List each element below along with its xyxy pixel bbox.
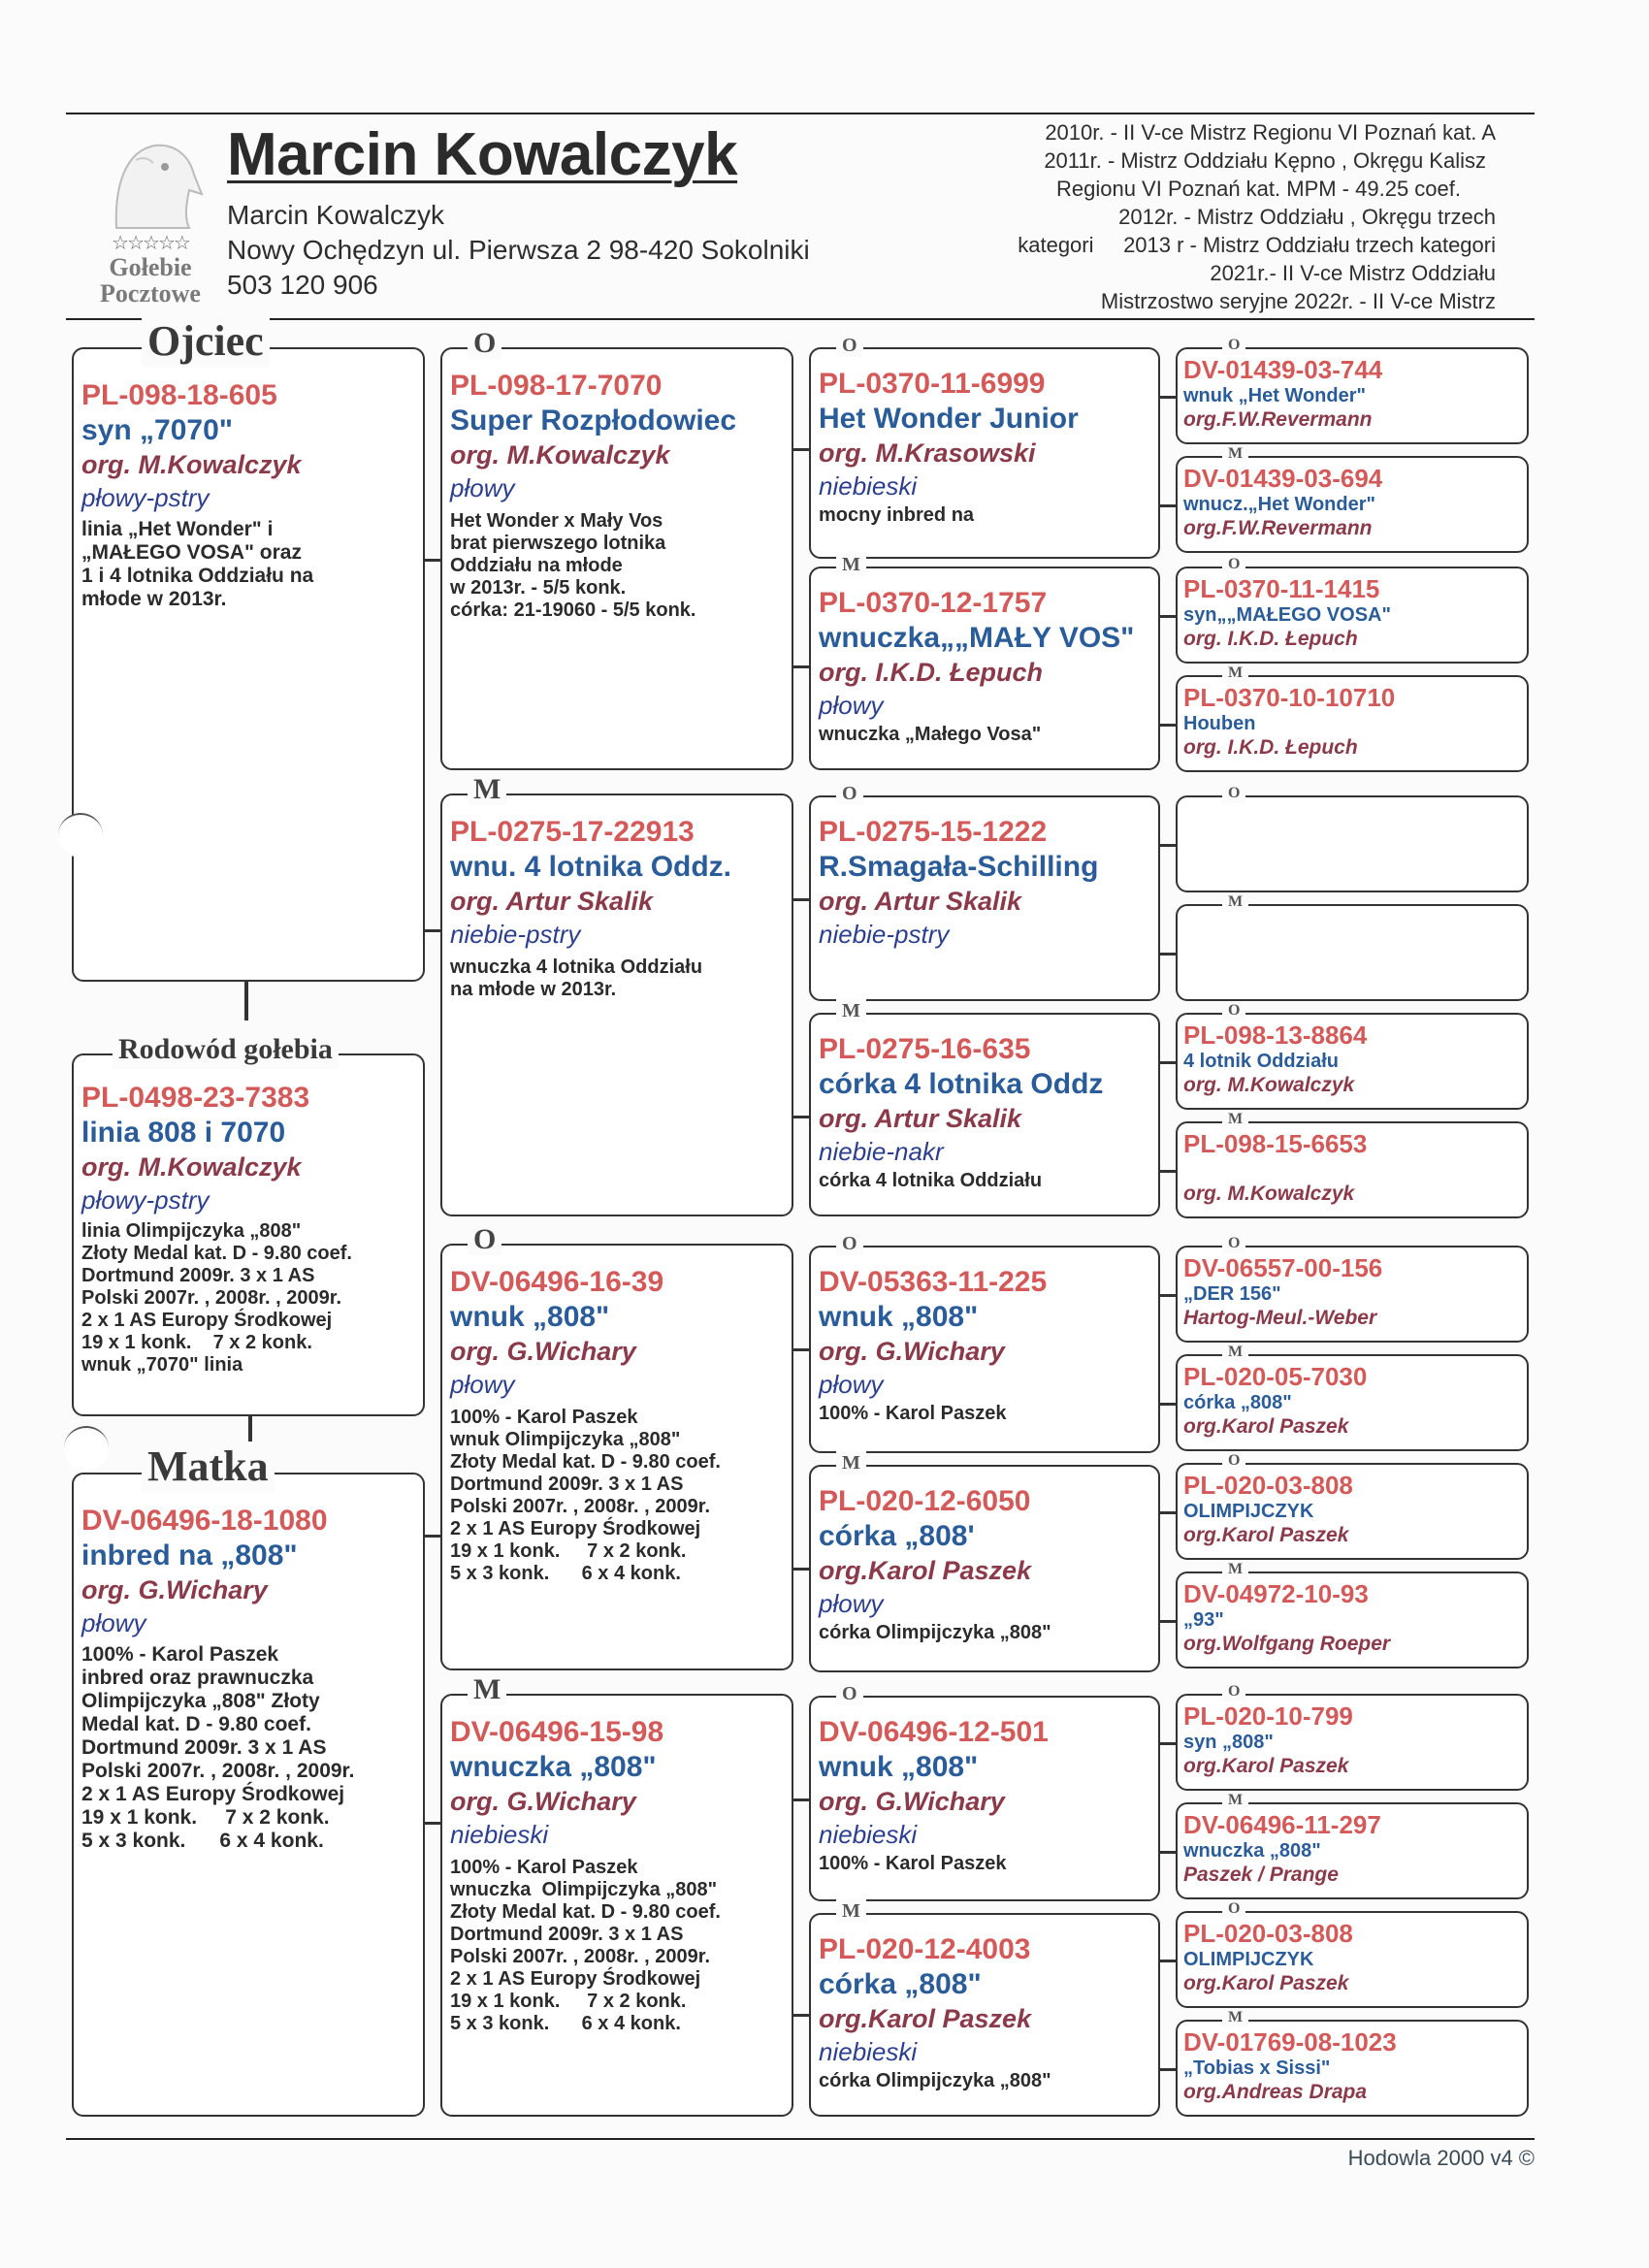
origin: Paszek / Prange [1183, 1863, 1339, 1886]
ring-number: PL-0498-23-7383 [81, 1082, 310, 1114]
origin: org. G.Wichary [81, 1575, 268, 1604]
pigeon-name: wnuk „808" [819, 1301, 979, 1333]
header [66, 114, 1535, 318]
mother-card[interactable] [72, 1442, 425, 2117]
dam-marker: M [1222, 664, 1248, 683]
origin: org.Karol Paszek [819, 2004, 1032, 2033]
pigeon-name: wnuczka „808" [1183, 1840, 1321, 1862]
description: córka 4 lotnika Oddziału [819, 1170, 1043, 1191]
ring-number: DV-05363-11-225 [819, 1266, 1048, 1298]
ring-number: DV-01769-08-1023 [1183, 2027, 1397, 2057]
description: 100% - Karol Paszek inbred oraz prawnuczka Olimpijczyka „808" Złoty Medal kat. D - 9.80 coef. Dortmund 2009r. 3 x 1 AS Polski 2007r. , 2008r. , 2009r. 2 x 1 AS Europy Środkowej 19 x 1 konk. 7 x 2 konk. 5 x 3 konk. 6 x 4 konk. [81, 1643, 355, 1852]
origin: org. Artur Skalik [819, 1104, 1022, 1133]
pigeon-name: córka 4 lotnika Oddz [819, 1068, 1104, 1100]
pigeon-name [1183, 803, 1521, 826]
origin: org. I.K.D. Łepuch [819, 658, 1044, 687]
ring-number: DV-01439-03-694 [1183, 464, 1383, 493]
pigeon-name: Houben [1183, 713, 1256, 734]
origin: org. G.Wichary [450, 1787, 636, 1816]
ring-number: DV-01439-03-744 [1183, 355, 1383, 384]
pigeon-name: córka „808" [819, 1968, 982, 2000]
pigeon-name: wnucz.„Het Wonder" [1183, 494, 1376, 515]
dam-marker: M [468, 774, 506, 805]
connector [793, 1798, 809, 1801]
plumage-color: płowy-pstry [81, 1185, 210, 1215]
origin: org. M.Kowalczyk [1183, 1183, 1355, 1205]
dam-marker: M [468, 1674, 506, 1705]
great-grandparent-card[interactable] [809, 783, 1160, 1001]
pigeon-name: inbred na „808" [81, 1539, 298, 1571]
plumage-color: płowy [450, 473, 515, 502]
ring-number: PL-020-10-799 [1183, 1701, 1353, 1731]
description: córka Olimpijczyka „808" [819, 2070, 1051, 2091]
logo-text-2: Pocztowe [100, 279, 201, 308]
great-grandparent-card[interactable] [809, 1900, 1160, 2117]
plumage-color: płowy [819, 1370, 884, 1399]
plumage-color: niebieski [819, 1820, 918, 1849]
pigeon-name: „Tobias x Sissi" [1183, 2057, 1331, 2079]
punch-hole [64, 1426, 109, 1471]
sire-marker: O [1222, 1682, 1245, 1701]
ring-number: PL-0370-11-6999 [819, 368, 1046, 400]
sire-marker: O [1222, 555, 1245, 574]
punch-hole [58, 813, 103, 858]
sire-marker: O [468, 328, 501, 359]
origin: org.Karol Paszek [1183, 1972, 1349, 1994]
connector [793, 1116, 809, 1118]
ring-number: PL-0275-17-22913 [450, 816, 695, 848]
origin: org.Karol Paszek [1183, 1755, 1349, 1777]
pigeon-name: wnu. 4 lotnika Oddz. [450, 851, 732, 883]
ring-number: DV-06496-18-1080 [81, 1505, 328, 1537]
g4-ancestor-card[interactable] [1176, 1235, 1529, 1343]
description: wnuczka „Małego Vosa" [819, 724, 1042, 745]
description: mocny inbred na [819, 504, 975, 526]
connector [425, 1822, 440, 1825]
connector [1160, 1960, 1176, 1962]
pigeon-name [1183, 912, 1521, 935]
connector [1160, 396, 1176, 399]
connector [793, 448, 809, 451]
origin: org.Andreas Drapa [1183, 2081, 1368, 2103]
plumage-color: płowy [81, 1608, 146, 1637]
pigeon-name: „DER 156" [1183, 1283, 1281, 1305]
g4-ancestor-card[interactable] [1176, 1002, 1529, 1110]
ring-number: PL-098-13-8864 [1183, 1021, 1368, 1050]
pigeon-name: wnuk „Het Wonder" [1183, 385, 1367, 406]
plumage-color: płowy [450, 1370, 515, 1399]
connector [793, 898, 809, 901]
dam-marker: M [1222, 1110, 1248, 1129]
connector [1160, 1620, 1176, 1623]
ring-number: PL-098-18-605 [81, 379, 277, 411]
pigeon-name: „93" [1183, 1609, 1224, 1631]
footer-credit: Hodowla 2000 v4 © [1347, 2146, 1535, 2170]
dam-marker: M [1222, 1791, 1248, 1810]
plumage-color: niebieski [819, 2037, 918, 2066]
plumage-color: niebieski [819, 471, 918, 501]
achievement: kategori 2013 r - Mistrz Oddziału trzech kategori [1018, 233, 1496, 257]
pigeon-name: Het Wonder Junior [819, 403, 1079, 435]
ring-number: PL-020-12-4003 [819, 1933, 1031, 1965]
connector [1160, 1851, 1176, 1854]
dam-marker: M [836, 999, 866, 1022]
great-grandparent-card[interactable] [809, 335, 1160, 559]
connector [425, 559, 440, 562]
owner-phone: 503 120 906 [227, 270, 378, 300]
origin: org.Karol Paszek [1183, 1415, 1349, 1438]
plumage-color: niebie-pstry [450, 920, 581, 949]
ring-number: PL-0370-11-1415 [1183, 574, 1380, 603]
subject-label: Rodowód gołebia [113, 1030, 339, 1069]
great-grandparent-card[interactable] [809, 1452, 1160, 1672]
sire-marker: O [1222, 1234, 1245, 1253]
connector [793, 665, 809, 668]
pigeon-name [1183, 1158, 1521, 1182]
dam-marker: M [836, 553, 866, 576]
stars-icon: ☆☆☆☆☆ [112, 231, 189, 254]
plumage-color: niebieski [450, 1820, 549, 1849]
sire-marker: O [836, 334, 863, 357]
description: córka Olimpijczyka „808" [819, 1622, 1051, 1643]
ring-number: DV-06496-11-297 [1183, 1810, 1381, 1839]
g4-ancestor-card[interactable] [1176, 2009, 1529, 2117]
pigeon-name: wnuk „808" [450, 1301, 610, 1333]
g4-ancestor-card[interactable] [1176, 1900, 1529, 2008]
ring-number: DV-04972-10-93 [1183, 1579, 1369, 1608]
dam-marker: M [836, 1451, 866, 1474]
description: 100% - Karol Paszek [819, 1853, 1007, 1874]
ring-number: PL-0370-12-1757 [819, 587, 1048, 619]
origin: org. M.Krasowski [819, 438, 1036, 468]
pigeon-name: Super Rozpłodowiec [450, 405, 737, 437]
ring-number: PL-020-03-808 [1183, 1471, 1353, 1500]
sire-marker: O [468, 1224, 501, 1255]
description: Het Wonder x Mały Vos brat pierwszego lotnika Oddziału na młode w 2013r. - 5/5 konk. córka: 21-19060 - 5/5 konk. [450, 510, 696, 621]
logo [78, 126, 223, 310]
pigeon-name: wnuczka„„MAŁY VOS" [819, 622, 1135, 654]
pigeon-name: córka „808" [1183, 1392, 1292, 1413]
origin: org. I.K.D. Łepuch [1183, 736, 1358, 759]
g4-ancestor-card[interactable] [1176, 556, 1529, 664]
ring-number: PL-020-05-7030 [1183, 1362, 1368, 1391]
ring-number: PL-0275-15-1222 [819, 816, 1048, 848]
pigeon-name: syn„„MAŁEGO VOSA" [1183, 604, 1391, 626]
origin: org.Karol Paszek [1183, 1524, 1349, 1546]
owner-name: Marcin Kowalczyk [227, 200, 445, 230]
origin: org. I.K.D. Łepuch [1183, 628, 1358, 650]
great-grandparent-card[interactable] [809, 1000, 1160, 1216]
origin: org. Artur Skalik [819, 887, 1022, 916]
pigeon-name: OLIMPIJCZYK [1183, 1949, 1314, 1970]
description: linia „Het Wonder" i „MAŁEGO VOSA" oraz 1 i 4 lotnika Oddziału na młode w 2013r. [81, 518, 314, 610]
sire-marker: O [1222, 336, 1245, 355]
g4-ancestor-card[interactable] [1176, 1561, 1529, 1669]
pigeon-head-icon [97, 126, 204, 233]
ring-number: DV-06496-15-98 [450, 1716, 664, 1748]
ring-number: PL-098-17-7070 [450, 370, 663, 402]
connector [793, 2014, 809, 2017]
connector [425, 1535, 440, 1538]
plumage-color: płowy-pstry [81, 483, 210, 512]
great-grandparent-card[interactable] [809, 1233, 1160, 1453]
grandparent-card[interactable] [440, 1673, 793, 2117]
connector [1160, 1061, 1176, 1064]
connector [1160, 2068, 1176, 2071]
grandparent-card[interactable] [440, 773, 793, 1216]
great-grandparent-card[interactable] [809, 1683, 1160, 1901]
plumage-color: niebie-nakr [819, 1137, 944, 1166]
origin: Hartog-Meul.-Weber [1183, 1307, 1377, 1329]
connector [793, 1348, 809, 1351]
pigeon-name: syn „7070" [81, 414, 233, 446]
origin: org. M.Kowalczyk [81, 1152, 302, 1182]
pigeon-name: 4 lotnik Oddziału [1183, 1051, 1340, 1072]
g4-ancestor-card[interactable] [1176, 1344, 1529, 1451]
g4-ancestor-card[interactable] [1176, 664, 1529, 772]
dam-marker: M [836, 1899, 866, 1923]
achievement: 2021r.- II V-ce Mistrz Oddziału [1210, 261, 1496, 285]
sire-marker: O [836, 1232, 863, 1255]
origin: org. G.Wichary [819, 1337, 1005, 1366]
description: wnuczka 4 lotnika Oddziału na młode w 2013r. [450, 956, 703, 1000]
plumage-color: niebie-pstry [819, 920, 950, 949]
header-rule [66, 318, 1535, 320]
ring-number: PL-098-15-6653 [1183, 1129, 1368, 1158]
connector [1160, 844, 1176, 847]
sire-marker: O [836, 782, 863, 805]
origin: org.F.W.Revermann [1183, 408, 1373, 431]
father-label: Ojciec [142, 316, 270, 367]
origin: org. Artur Skalik [450, 887, 654, 916]
pigeon-name: R.Smagała-Schilling [819, 851, 1099, 883]
origin: org. G.Wichary [819, 1787, 1005, 1816]
connector [1160, 1170, 1176, 1173]
great-grandparent-card[interactable] [809, 554, 1160, 770]
ring-number: DV-06496-12-501 [819, 1716, 1049, 1748]
origin: org. M.Kowalczyk [1183, 1074, 1355, 1096]
dam-marker: M [1222, 1560, 1248, 1579]
dam-marker: M [1222, 2008, 1248, 2027]
connector [1160, 1294, 1176, 1297]
dam-marker: M [1222, 444, 1248, 464]
dam-marker: M [1222, 1343, 1248, 1362]
origin: org. M.Kowalczyk [81, 450, 302, 479]
pigeon-name: OLIMPIJCZYK [1183, 1501, 1314, 1522]
ring-number: PL-020-12-6050 [819, 1485, 1031, 1517]
g4-ancestor-card[interactable] [1176, 1452, 1529, 1560]
g4-ancestor-card[interactable] [1176, 445, 1529, 553]
g4-ancestor-card[interactable] [1176, 1683, 1529, 1791]
bottom-rule [66, 2138, 1535, 2140]
achievement: 2012r. - Mistrz Oddziału , Okręgu trzech [1118, 205, 1496, 229]
connector [1160, 1511, 1176, 1514]
plumage-color: płowy [819, 691, 884, 720]
description: linia Olimpijczyka „808" Złoty Medal kat. D - 9.80 coef. Dortmund 2009r. 3 x 1 AS Polski 2007r. , 2008r. , 2009r. 2 x 1 AS Europy Środkowej 19 x 1 konk. 7 x 2 konk. wnuk „7070" linia [81, 1220, 352, 1376]
grandparent-card[interactable] [440, 1223, 793, 1670]
description: 100% - Karol Paszek [819, 1403, 1007, 1424]
dam-marker: M [1222, 892, 1248, 912]
sire-marker: O [1222, 1899, 1245, 1919]
breeder-title: Marcin Kowalczyk [227, 121, 738, 188]
achievement: 2010r. - II V-ce Mistrz Regionu VI Poznań kat. A [1045, 120, 1496, 145]
ring-number: PL-020-03-808 [1183, 1919, 1353, 1948]
achievement: Regionu VI Poznań kat. MPM - 49.25 coef. [1055, 177, 1461, 201]
g4-ancestor-card[interactable] [1176, 1792, 1529, 1899]
ring-number: DV-06557-00-156 [1183, 1253, 1383, 1282]
origin: org.Karol Paszek [819, 1556, 1032, 1585]
ring-number: PL-0275-16-635 [819, 1033, 1031, 1065]
connector [425, 929, 440, 932]
plumage-color: płowy [819, 1589, 884, 1618]
pigeon-name: wnuczka „808" [450, 1751, 657, 1783]
origin: org.Wolfgang Roeper [1183, 1633, 1391, 1655]
pigeon-name: córka „808' [819, 1520, 975, 1552]
connector [1160, 504, 1176, 507]
connector [793, 1568, 809, 1571]
g4-ancestor-card[interactable] [1176, 337, 1529, 444]
connector [1160, 953, 1176, 956]
origin: org.F.W.Revermann [1183, 517, 1373, 539]
achievements-list [894, 118, 1496, 315]
sire-marker: O [1222, 1451, 1245, 1471]
connector [1160, 1403, 1176, 1406]
description: 100% - Karol Paszek wnuczka Olimpijczyka „808" Złoty Medal kat. D - 9.80 coef. Dortmund 2009r. 3 x 1 AS Polski 2007r. , 2008r. , 2009r. 2 x 1 AS Europy Środkowej 19 x 1 konk. 7 x 2 konk. 5 x 3 konk. 6 x 4 konk. [450, 1857, 721, 2034]
g4-ancestor-card[interactable] [1176, 785, 1529, 892]
logo-text-1: Gołebie [109, 253, 192, 281]
origin: org. M.Kowalczyk [450, 440, 670, 470]
g4-ancestor-card[interactable] [1176, 893, 1529, 1001]
ring-number: DV-06496-16-39 [450, 1266, 664, 1298]
sire-marker: O [836, 1682, 863, 1705]
sire-marker: O [1222, 1001, 1245, 1021]
achievement: 2011r. - Mistrz Oddziału Kępno , Okręgu Kalisz [1044, 148, 1486, 173]
owner-address: Nowy Ochędzyn ul. Pierwsza 2 98-420 Sokolniki [227, 235, 810, 265]
father-card[interactable] [72, 317, 425, 982]
achievement: Mistrzostwo seryjne 2022r. - II V-ce Mistrz [1100, 289, 1496, 313]
g4-ancestor-card[interactable] [1176, 1111, 1529, 1218]
pigeon-name: syn „808" [1183, 1732, 1274, 1753]
mother-label: Matka [142, 1442, 275, 1492]
pigeon-name: linia 808 i 7070 [81, 1117, 286, 1149]
grandparent-card[interactable] [440, 327, 793, 770]
description: 100% - Karol Paszek wnuk Olimpijczyka „808" Złoty Medal kat. D - 9.80 coef. Dortmund 2009r. 3 x 1 AS Polski 2007r. , 2008r. , 2009r. 2 x 1 AS Europy Środkowej 19 x 1 konk. 7 x 2 konk. 5 x 3 konk. 6 x 4 konk. [450, 1407, 721, 1584]
ring-number: PL-0370-10-10710 [1183, 683, 1396, 712]
subject-card[interactable] [72, 1033, 425, 1416]
origin: org. G.Wichary [450, 1337, 636, 1366]
pigeon-name: wnuk „808" [819, 1751, 979, 1783]
sire-marker: O [1222, 784, 1245, 803]
connector [1160, 724, 1176, 727]
connector [1160, 1742, 1176, 1745]
connector [244, 982, 248, 1021]
connector [1160, 615, 1176, 618]
